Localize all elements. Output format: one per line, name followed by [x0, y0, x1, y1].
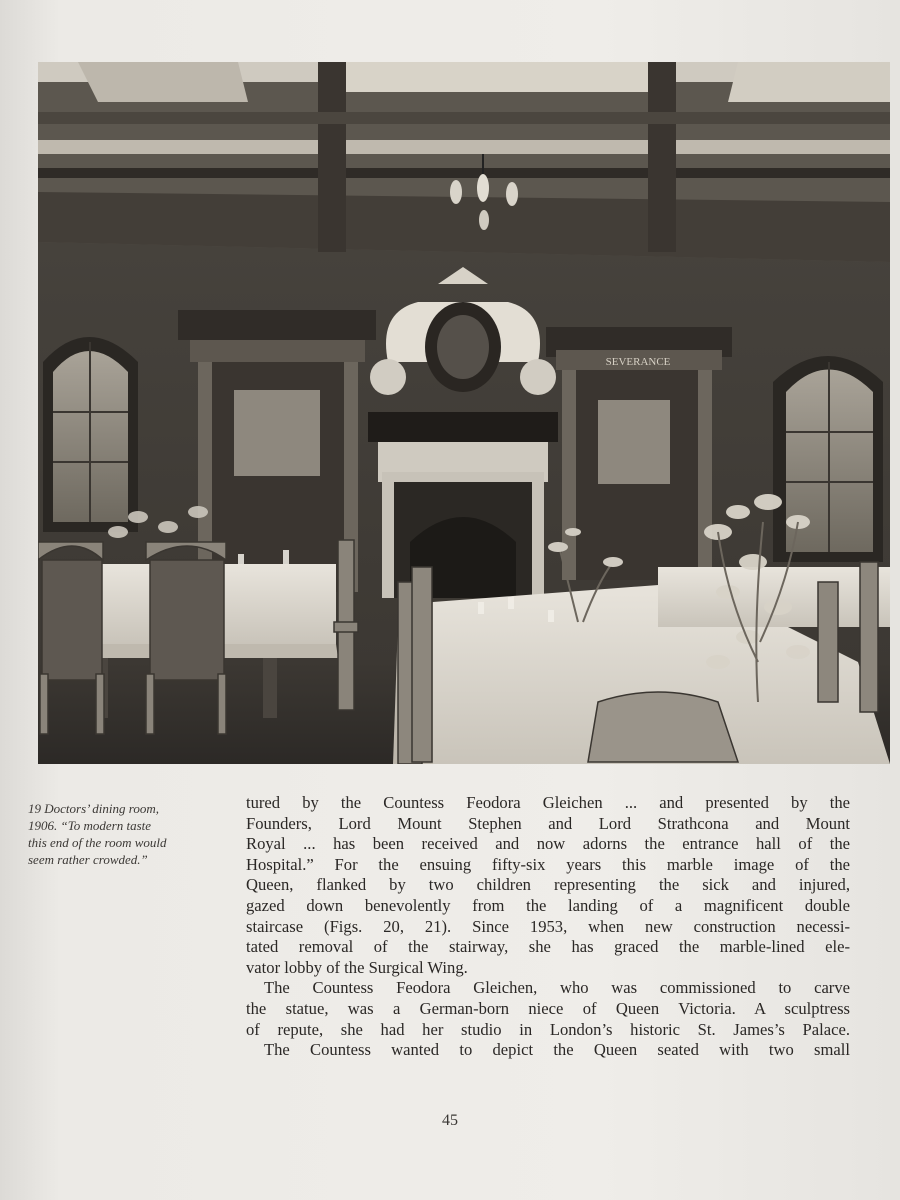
text-line: vator lobby of the Surgical Wing.	[246, 957, 468, 977]
right-panel-inscription: SEVERANCE	[605, 356, 671, 368]
text-line: Founders, Lord Mount Stephen and Lord Strathcona and Mount	[246, 813, 850, 833]
text-line: Royal ... has been received and now adorns the entrance hall of the	[246, 834, 850, 854]
caption-line: seem rather crowded.”	[28, 852, 148, 867]
text-line: of repute, she had her studio in London’s historic St. James’s Palace.	[246, 1019, 850, 1039]
paragraph-2	[246, 978, 850, 1040]
paragraph-3	[246, 1040, 850, 1061]
text-line: staircase (Figs. 20, 21). Since 1953, when new construction necessi-	[246, 916, 850, 936]
caption-line: 19 Doctors’ dining room,	[28, 801, 159, 816]
text-line: The Countess Feodora Gleichen, who was commissioned to carve	[264, 978, 850, 998]
photo-illustration	[38, 62, 890, 764]
text-line: Queen, flanked by two children representing the sick and injured,	[246, 875, 850, 895]
figure-caption	[28, 800, 203, 868]
dining-room-photograph	[38, 62, 890, 764]
text-line: tated removal of the stairway, she has graced the marble-lined ele-	[246, 937, 850, 957]
text-line: Hospital.” For the ensuing fifty-six years this marble image of the	[246, 854, 850, 874]
body-text	[246, 793, 850, 1061]
text-line: tured by the Countess Feodora Gleichen ... and presented by the	[246, 793, 850, 812]
text-line: the statue, was a German-born niece of Queen Victoria. A sculptress	[246, 998, 850, 1018]
caption-line: this end of the room would	[28, 835, 167, 850]
text-line: gazed down benevolently from the landing of a magnificent double	[246, 895, 850, 915]
text-line: The Countess wanted to depict the Queen seated with two small	[264, 1040, 850, 1060]
caption-line: 1906. “To modern taste	[28, 818, 152, 833]
paragraph-1	[246, 793, 850, 978]
page-number: 45	[442, 1112, 458, 1129]
